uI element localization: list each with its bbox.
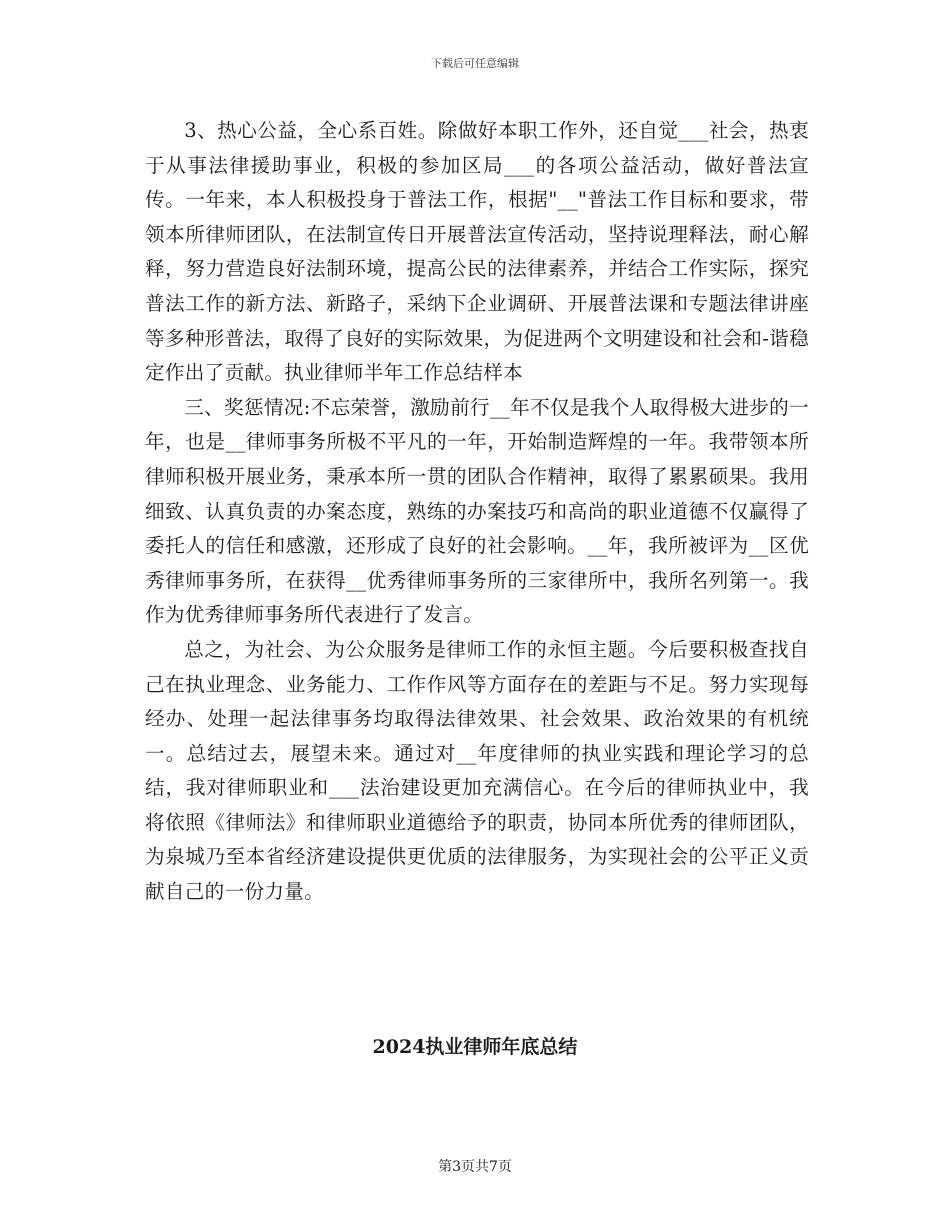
document-title: 2024执业律师年底总结	[372, 1036, 578, 1058]
paragraph-public-service: 3、热心公益，全心系百姓。除做好本职工作外，还自觉___社会，热衷于从事法律援助事业，积极的参加区局___的各项公益活动，做好普法宣传。一年来，本人积极投身于普法工作，根据"__"普法工作目标和要求，带领本所律师团队，在法制宣传日开展普法宣传活动，坚持说理释法，耐心解释，努力营造良好法制环境，提高公民的法律素养，并结合工作实际，探究普法工作的新方法、新路子，采纳下企业调研、开展普法课和专题法律讲座等多种形普法，取得了良好的实际效果，为促进两个文明建设和社会和-谐稳定作出了贡献。执业律师半年工作总结样本	[145, 119, 809, 385]
paragraph-conclusion: 总之，为社会、为公众服务是律师工作的永恒主题。今后要积极查找自己在执业理念、业务能力、工作作风等方面存在的差距与不足。努力实现每经办、处理一起法律事务均取得法律效果、社会效果、政治效果的有机统一。总结过去，展望未来。通过对__年度律师的执业实践和理论学习的总结，我对律师职业和___法治建设更加充满信心。在今后的律师执业中，我将依照《律师法》和律师职业道德给予的职责，协同本所优秀的律师团队，为泉城乃至本省经济建设提供更优质的法律服务，为实现社会的公平正义贡献自己的一份力量。	[145, 637, 809, 904]
page-number-footer: 第3页共7页	[438, 1159, 512, 1175]
document-body	[145, 114, 809, 910]
header-note: 下载后可任意编辑	[431, 57, 519, 70]
paragraph-awards: 三、奖惩情况:不忘荣誉，激励前行__年不仅是我个人取得极大进步的一年，也是__律师事务所极不平凡的一年，开始制造辉煌的一年。我带领本所律师积极开展业务，秉承本所一贯的团队合作精神，取得了累累硕果。我用细致、认真负责的办案态度，熟练的办案技巧和高尚的职业道德不仅赢得了委托人的信任和感激，还形成了良好的社会影响。__年，我所被评为__区优秀律师事务所，在获得__优秀律师事务所的三家律所中，我所名列第一。我作为优秀律师事务所代表进行了发言。	[145, 395, 809, 627]
